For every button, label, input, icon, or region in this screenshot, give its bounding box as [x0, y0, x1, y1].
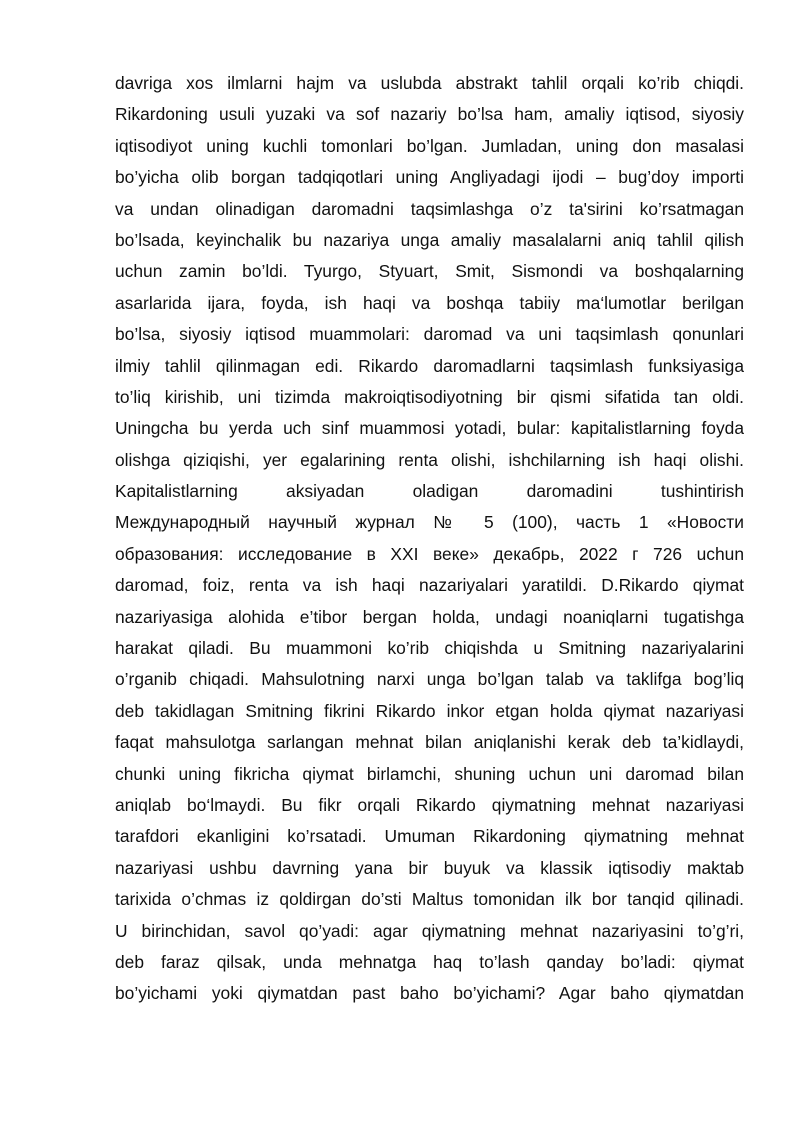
- text-line: bo’yichami yoki qiymatdan past baho bo’yichami? Agar baho qiymatdan: [115, 983, 744, 1004]
- text-line: ilmiy tahlil qilinmagan edi. Rikardo daromadlarni taqsimlash funksiyasiga: [115, 355, 744, 376]
- text-line: nazariyasiga alohida e’tibor bergan holda, undagi noaniqlarni tugatishga: [115, 606, 744, 627]
- text-line: daromad, foiz, renta va ish haqi nazariyalari yaratildi. D.Rikardo qiymat: [115, 575, 744, 596]
- text-line: to’liq kirishib, uni tizimda makroiqtisodiyotning bir qismi sifatida tan oldi.: [115, 386, 744, 407]
- text-line: deb takidlagan Smitning fikrini Rikardo inkor etgan holda qiymat nazariyasi: [115, 700, 744, 721]
- text-line: bo’lsa, siyosiy iqtisod muammolari: daromad va uni taqsimlash qonunlari: [115, 324, 744, 345]
- text-line: nazariyasi ushbu davrning yana bir buyuk va klassik iqtisodiy maktab: [115, 857, 744, 878]
- text-line: deb faraz qilsak, unda mehnatga haq to’lash qanday bo’ladi: qiymat: [115, 951, 744, 972]
- text-line: U birinchidan, savol qo’yadi: agar qiymatning mehnat nazariyasini to’g’ri,: [115, 920, 744, 941]
- text-line: chunki uning fikricha qiymat birlamchi, shuning uchun uni daromad bilan: [115, 763, 744, 784]
- text-line: tarixida o’chmas iz qoldirgan do’sti Maltus tomonidan ilk bor tanqid qilinadi.: [115, 889, 744, 910]
- text-line: uchun zamin bo’ldi. Tyurgo, Styuart, Smit, Sismondi va boshqalarning: [115, 261, 744, 282]
- document-page: [115, 68, 744, 1010]
- text-line: aniqlab bo‘lmaydi. Bu fikr orqali Rikardo qiymatning mehnat nazariyasi: [115, 794, 744, 815]
- text-line: iqtisodiyot uning kuchli tomonlari bo’lgan. Jumladan, uning don masalasi: [115, 135, 744, 156]
- text-line: Международный научный журнал № 5 (100), часть 1 «Новости: [115, 512, 744, 533]
- text-line: bo’lsada, keyinchalik bu nazariya unga amaliy masalalarni aniq tahlil qilish: [115, 229, 744, 250]
- text-line: harakat qiladi. Bu muammoni ko’rib chiqishda u Smitning nazariyalarini: [115, 638, 744, 659]
- text-line: Rikardoning usuli yuzaki va sof nazariy bo’lsa ham, amaliy iqtisod, siyosiy: [115, 104, 744, 125]
- text-line: Uningcha bu yerda uch sinf muammosi yotadi, bular: kapitalistlarning foyda: [115, 418, 744, 439]
- text-line: faqat mahsulotga sarlangan mehnat bilan aniqlanishi kerak deb ta’kidlaydi,: [115, 732, 744, 753]
- text-line: образования: исследование в XXI веке» декабрь, 2022 г 726 uchun: [115, 543, 744, 564]
- text-line: Kapitalistlarning aksiyadan oladigan daromadini tushintirish: [115, 481, 744, 502]
- text-line: bo’yicha olib borgan tadqiqotlari uning Angliyadagi ijodi – bug’doy importi: [115, 167, 744, 188]
- text-line: asarlarida ijara, foyda, ish haqi va boshqa tabiiy ma‘lumotlar berilgan: [115, 292, 744, 313]
- text-line: olishga qiziqishi, yer egalarining renta olishi, ishchilarning ish haqi olishi.: [115, 449, 744, 470]
- text-line: o’rganib chiqadi. Mahsulotning narxi unga bo’lgan talab va taklifga bog’liq: [115, 669, 744, 690]
- text-line: va undan olinadigan daromadni taqsimlashga o’z ta'sirini ko’rsatmagan: [115, 198, 744, 219]
- text-line: tarafdori ekanligini ko’rsatadi. Umuman Rikardoning qiymatning mehnat: [115, 826, 744, 847]
- text-line: davriga xos ilmlarni hajm va uslubda abstrakt tahlil orqali ko’rib chiqdi.: [115, 73, 744, 93]
